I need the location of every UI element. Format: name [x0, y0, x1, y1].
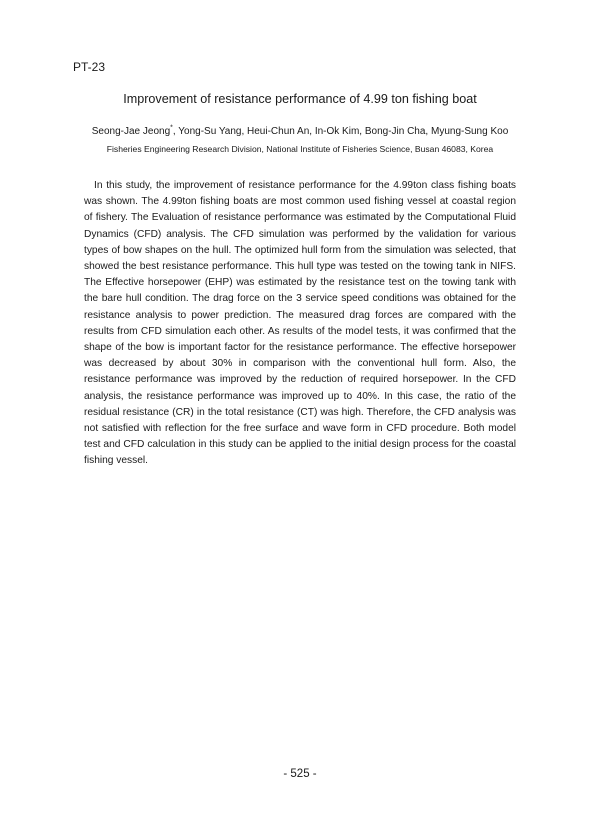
abstract-body: In this study, the improvement of resistance performance for the 4.99ton class fishing boats was shown. The 4.99ton fishing boats are most common used fishing vessel at coastal region of fishery. The Evaluation of resistance performance was estimated by the Computational Fluid Dynamics (CFD) analysis. The CFD simulation was performed by the validation for various types of bow shapes on the hull. The optimized hull form from the simulation was selected, that showed the best resistance performance. This hull type was tested on the towing tank in NIFS. The Effective horsepower (EHP) was estimated by the resistance test on the towing tank with the bare hull condition. The drag force on the 3 service speed conditions was obtained for the resistance analysis to power prediction. The measured drag forces are compared with the results from CFD simulation each other. As results of the model tests, it was confirmed that the shape of the bow is important factor for the resistance performance. The effective horsepower was decreased by about 30% in comparison with the conventional hull form. Also, the resistance performance was improved by the reduction of required horsepower. In the CFD analysis, the resistance performance was improved up to 40%. In this case, the ratio of the residual resistance (CR) in the total resistance (CT) was high. Therefore, the CFD analysis was not satisfied with reflection for the free surface and wave form in CFD procedure. Both model test and CFD calculation in this study can be applied to the initial design process for the coastal fishing vessel.: [84, 180, 516, 467]
corresponding-author-mark: *: [170, 124, 173, 132]
page-number: - 525 -: [283, 768, 317, 780]
paper-title: Improvement of resistance performance of 4.99 ton fishing boat: [123, 92, 477, 106]
first-author: Seong-Jae Jeong: [91, 126, 171, 137]
affiliation: Fisheries Engineering Research Division, National Institute of Fisheries Science, Busan 46083, Korea: [106, 144, 494, 154]
author-list: [0, 126, 600, 137]
paper-code: PT-23: [73, 60, 106, 74]
co-authors: , Yong-Su Yang, Heui-Chun An, In-Ok Kim, Bong-Jin Cha, Myung-Sung Koo: [172, 126, 509, 137]
